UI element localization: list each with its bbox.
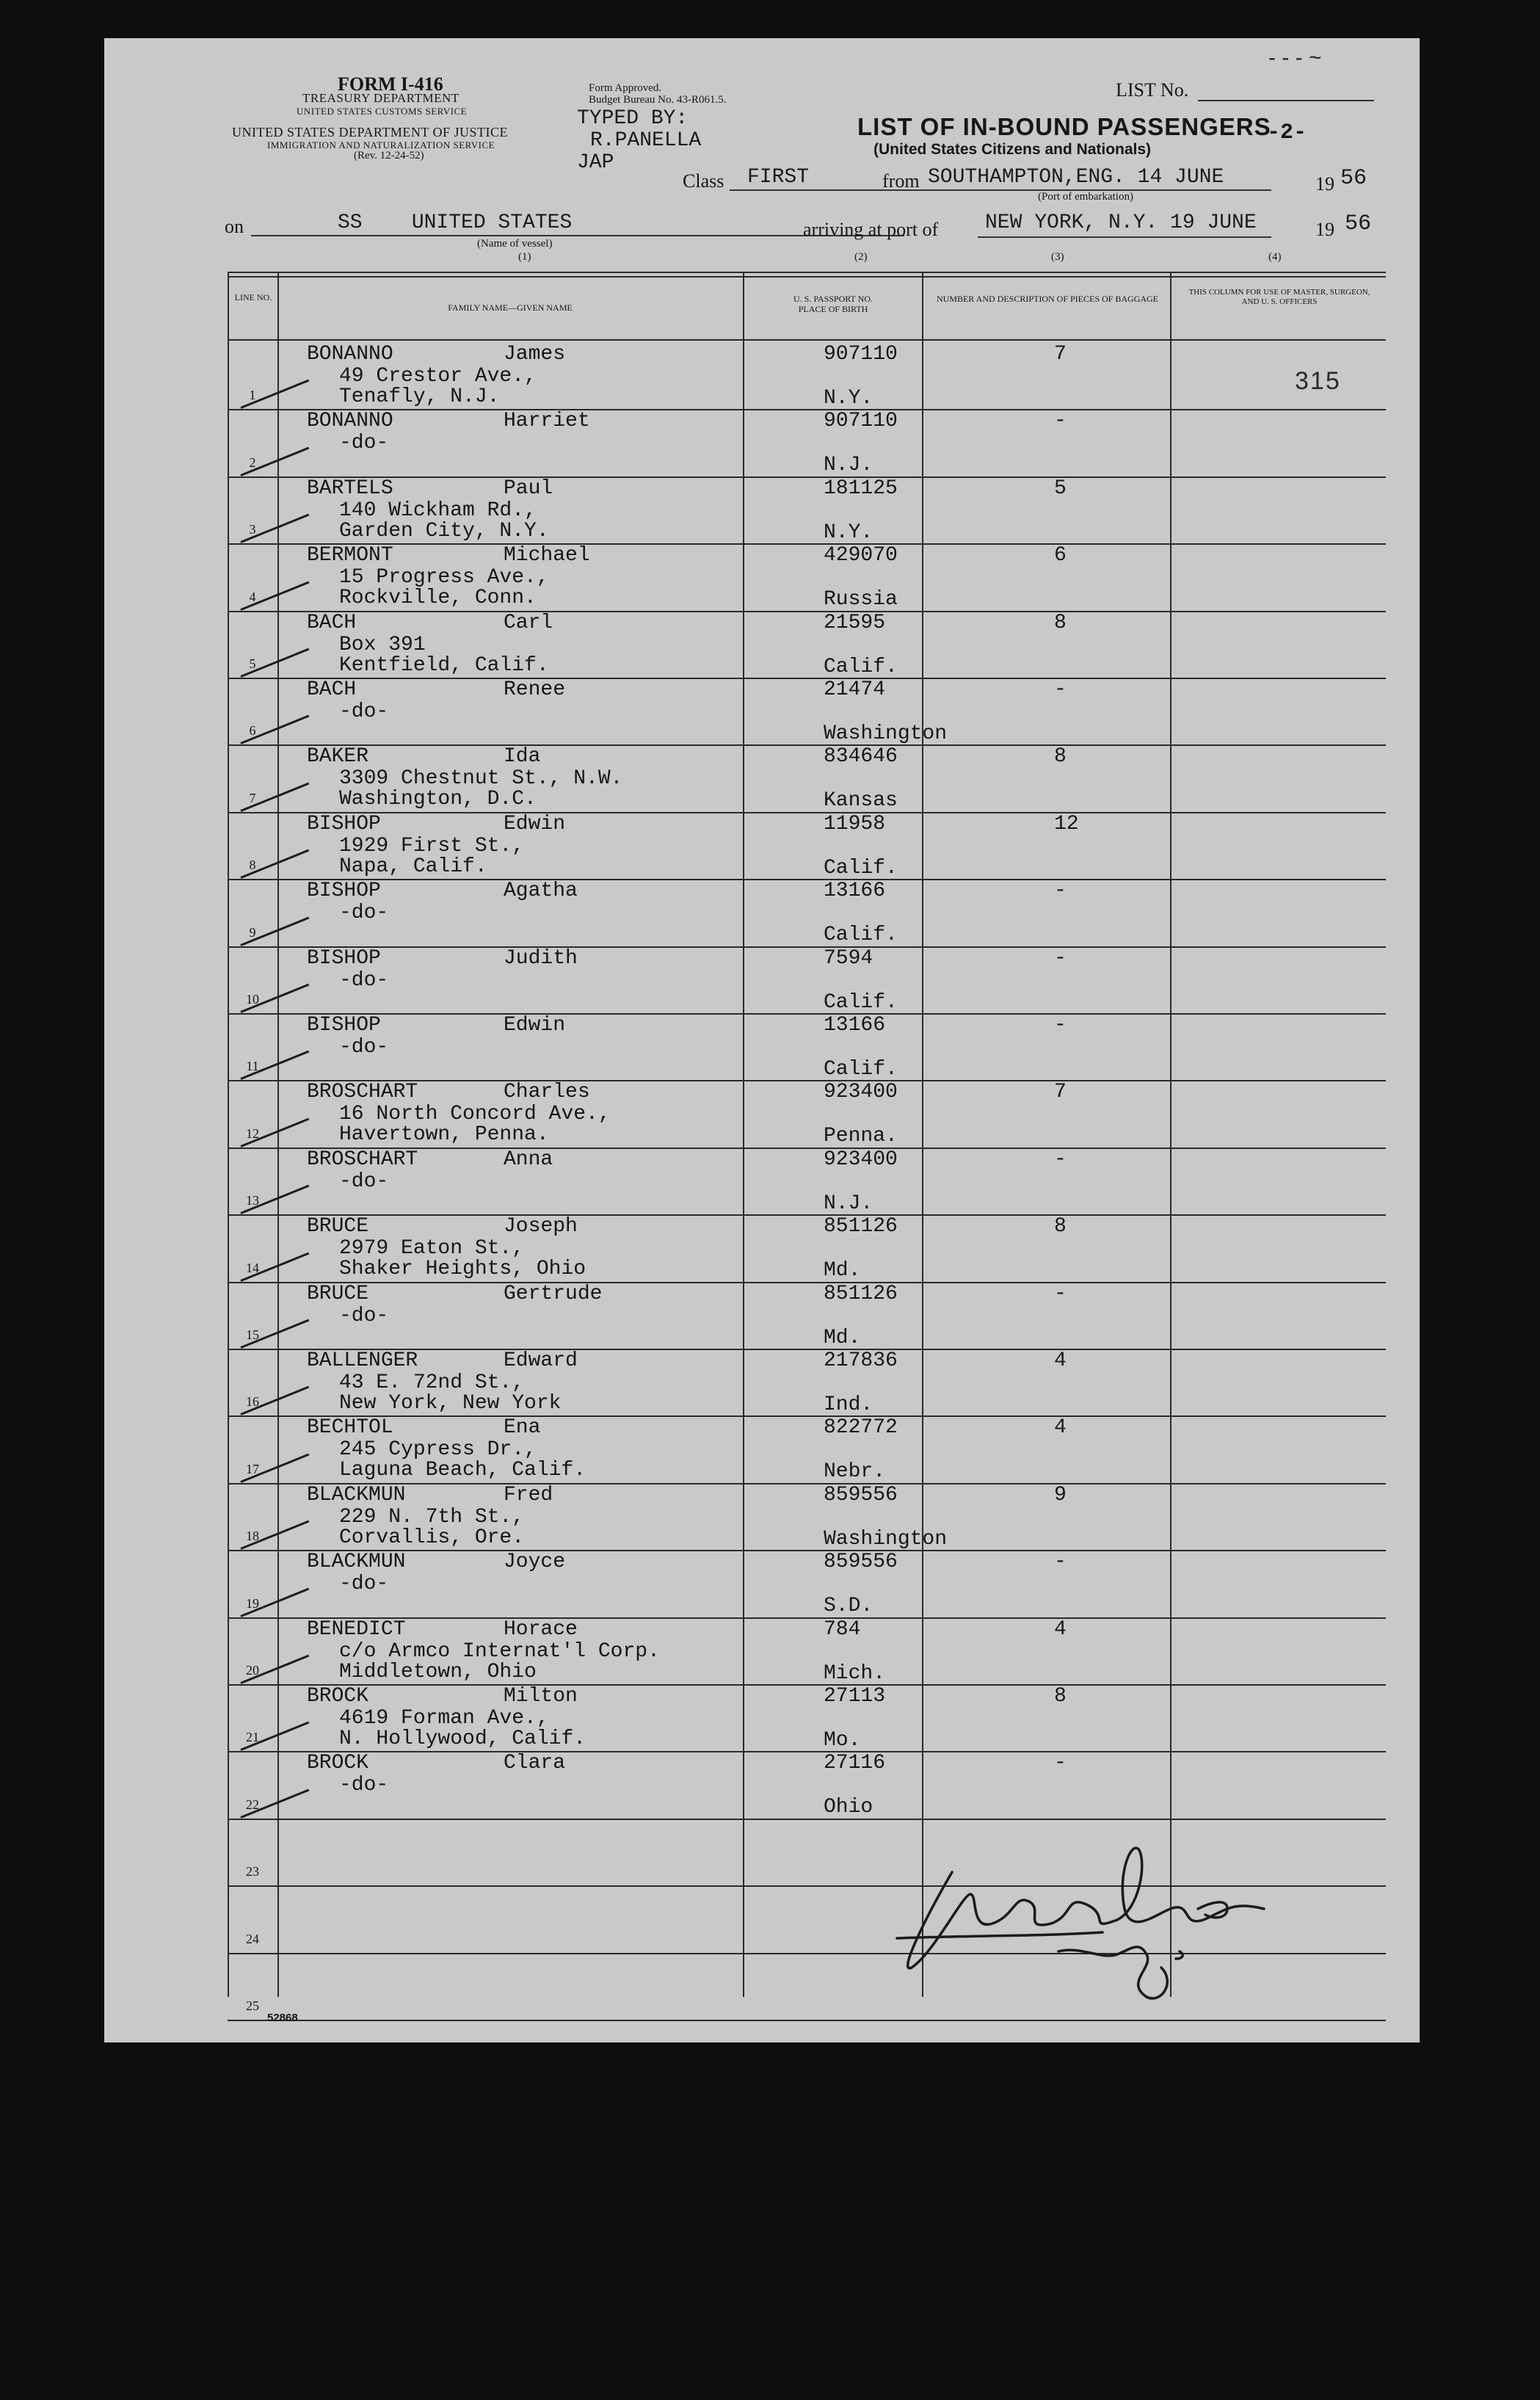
baggage-count: 4	[1054, 1617, 1067, 1641]
list-subtitle: (United States Citizens and Nationals)	[873, 141, 1152, 158]
baggage-count: -	[1054, 1014, 1067, 1037]
address-line-2: Corvallis, Ore.	[339, 1526, 525, 1549]
family-name: BACH	[307, 611, 357, 634]
on-label: on	[225, 216, 244, 237]
place-of-birth: Kansas	[824, 789, 898, 813]
given-name: Charles	[504, 1081, 590, 1104]
baggage-count: -	[1054, 880, 1067, 903]
given-name: Paul	[504, 476, 553, 500]
justice-dept: UNITED STATES DEPARTMENT OF JUSTICE	[232, 125, 509, 139]
given-name: Horace	[504, 1617, 578, 1641]
baggage-count: -	[1054, 1551, 1067, 1574]
given-name: Fred	[504, 1483, 553, 1507]
page-marker: -2-	[1267, 120, 1307, 145]
table-row	[228, 611, 1386, 678]
inspector-signature	[882, 1762, 1293, 2012]
passport-number: 859556	[824, 1483, 898, 1507]
address-line-1: 49 Crestor Ave.,	[339, 365, 537, 388]
place-of-birth: N.J.	[824, 454, 873, 477]
family-name: BISHOP	[307, 880, 381, 903]
family-name: BONANNO	[307, 410, 393, 433]
family-name: BONANNO	[307, 343, 393, 366]
family-name: BISHOP	[307, 946, 381, 970]
passport-number: 11958	[824, 812, 886, 835]
address-line-2: Laguna Beach, Calif.	[339, 1459, 586, 1482]
passport-number: 27113	[824, 1685, 886, 1708]
passport-number: 429070	[824, 544, 898, 568]
customs-service: UNITED STATES CUSTOMS SERVICE	[297, 106, 468, 117]
address-line-1: -do-	[339, 1573, 389, 1596]
line-number: 18	[246, 1529, 259, 1544]
table-row	[228, 476, 1386, 543]
typed-by-label: TYPED BY:	[577, 107, 689, 130]
place-of-birth: N.Y.	[824, 521, 873, 544]
table-row	[228, 879, 1386, 946]
family-name: BLACKMUN	[307, 1551, 406, 1574]
line-number: 19	[246, 1595, 259, 1611]
table-row	[228, 812, 1386, 879]
table-row	[228, 1684, 1386, 1751]
place-of-birth: Washington	[824, 722, 948, 745]
passport-number: 181125	[824, 476, 898, 500]
baggage-count: 4	[1054, 1416, 1067, 1440]
address-line-1: -do-	[339, 1170, 389, 1193]
given-name: Agatha	[504, 880, 578, 903]
passport-number: 217836	[824, 1349, 898, 1372]
passport-number: 21595	[824, 611, 886, 634]
line-number: 12	[246, 1125, 259, 1141]
baggage-count: 8	[1054, 611, 1067, 634]
table-row	[228, 543, 1386, 610]
line-number: 10	[246, 991, 259, 1007]
table-row	[228, 744, 1386, 811]
line-number: 23	[246, 1864, 259, 1879]
col4-number: (4)	[1268, 251, 1282, 263]
table-row	[228, 946, 1386, 1013]
class-label: Class	[683, 170, 724, 192]
table-top-border	[228, 272, 1386, 273]
line-number: 6	[249, 723, 256, 739]
list-title: LIST OF IN-BOUND PASSENGERS	[857, 113, 1271, 140]
baggage-count: 8	[1054, 745, 1067, 769]
col3-number: (3)	[1051, 251, 1064, 263]
line-number: 22	[246, 1797, 259, 1812]
table-row	[228, 1550, 1386, 1617]
given-name: Anna	[504, 1148, 553, 1171]
family-name: BLACKMUN	[307, 1483, 406, 1507]
family-name: BENEDICT	[307, 1617, 406, 1641]
typist-name: R.PANELLA	[590, 129, 702, 152]
family-name: BISHOP	[307, 812, 381, 835]
table-row	[228, 409, 1386, 476]
baggage-count: -	[1054, 1282, 1067, 1305]
table-row	[228, 1013, 1386, 1080]
family-name: BRUCE	[307, 1215, 369, 1239]
line-number: 7	[249, 790, 256, 805]
row-divider	[228, 2020, 1386, 2021]
given-name: Carl	[504, 611, 553, 634]
passport-number: 923400	[824, 1148, 898, 1171]
address-line-2: Washington, D.C.	[339, 788, 537, 811]
address-line-1: -do-	[339, 1036, 389, 1059]
address-line-2: New York, New York	[339, 1392, 562, 1415]
line-number: 1	[249, 388, 256, 403]
form-revision: (Rev. 12-24-52)	[354, 150, 424, 162]
place-of-birth: Calif.	[824, 856, 898, 880]
family-name: BAKER	[307, 745, 369, 769]
place-of-birth: Nebr.	[824, 1460, 886, 1484]
place-of-birth: Ohio	[824, 1796, 873, 1819]
address-line-1: -do-	[339, 700, 389, 723]
form-approved: Form Approved.	[589, 82, 662, 94]
line-number: 4	[249, 589, 256, 604]
line-number: 13	[246, 1193, 259, 1208]
given-name: James	[504, 343, 566, 366]
table-row	[228, 1282, 1386, 1349]
baggage-count: -	[1054, 678, 1067, 701]
address-line-2: Middletown, Ohio	[339, 1660, 537, 1683]
family-name: BROSCHART	[307, 1148, 418, 1171]
col-header-passport: U. S. PASSPORT NO. PLACE OF BIRTH	[793, 294, 873, 314]
baggage-count: 5	[1054, 476, 1067, 500]
passport-number: 851126	[824, 1215, 898, 1239]
address-line-1: 16 North Concord Ave.,	[339, 1103, 611, 1126]
address-line-1: -do-	[339, 902, 389, 925]
address-line-1: 15 Progress Ave.,	[339, 566, 549, 590]
table-row	[228, 1214, 1386, 1281]
line-number: 25	[246, 1998, 259, 2013]
baggage-count: -	[1054, 1752, 1067, 1775]
address-line-2: Napa, Calif.	[339, 855, 487, 878]
address-line-1: -do-	[339, 968, 389, 992]
arrival-line	[978, 236, 1271, 238]
baggage-count: -	[1054, 946, 1067, 970]
passenger-table	[228, 272, 1386, 2013]
address-line-1: -do-	[339, 432, 389, 455]
table-row	[228, 678, 1386, 744]
address-line-1: 1929 First St.,	[339, 834, 525, 858]
line-number: 9	[249, 924, 256, 940]
col-header-name: FAMILY NAME—GIVEN NAME	[448, 302, 573, 313]
col1-number: (1)	[518, 251, 531, 263]
family-name: BISHOP	[307, 1014, 381, 1037]
line-number: 16	[246, 1394, 259, 1410]
list-no-label: LIST No.	[1116, 79, 1189, 101]
address-line-1: 2979 Eaton St.,	[339, 1237, 525, 1261]
table-row	[228, 1349, 1386, 1415]
line-number: 2	[249, 454, 256, 470]
address-line-2: Tenafly, N.J.	[339, 385, 500, 408]
given-name: Edwin	[504, 812, 566, 835]
family-name: BARTELS	[307, 476, 393, 500]
place-of-birth: Mich.	[824, 1661, 886, 1685]
year-1: 56	[1340, 166, 1368, 191]
line-number: 20	[246, 1662, 259, 1678]
family-name: BROCK	[307, 1685, 369, 1708]
given-name: Edward	[504, 1349, 578, 1372]
passport-number: 7594	[824, 946, 873, 970]
col-header-baggage: NUMBER AND DESCRIPTION OF PIECES OF BAGGAGE	[936, 294, 1159, 304]
place-of-birth: Calif.	[824, 990, 898, 1014]
baggage-count: -	[1054, 1148, 1067, 1171]
given-name: Renee	[504, 678, 566, 701]
passport-number: 859556	[824, 1551, 898, 1574]
passport-number: 13166	[824, 1014, 886, 1037]
family-name: BALLENGER	[307, 1349, 418, 1372]
line-number: 3	[249, 522, 256, 537]
given-name: Judith	[504, 946, 578, 970]
family-name: BACH	[307, 678, 357, 701]
given-name: Michael	[504, 544, 590, 568]
given-name: Joyce	[504, 1551, 566, 1574]
place-of-birth: Calif.	[824, 924, 898, 947]
form-number: FORM I-416	[338, 73, 443, 95]
family-name: BRUCE	[307, 1282, 369, 1305]
line-number: 5	[249, 656, 256, 671]
baggage-count: -	[1054, 410, 1067, 433]
year-prefix-1: 19	[1315, 173, 1334, 195]
baggage-count: 4	[1054, 1349, 1067, 1372]
address-line-1: 43 E. 72nd St.,	[339, 1371, 525, 1394]
baggage-count: 7	[1054, 1081, 1067, 1104]
address-line-1: c/o Armco Internat'l Corp.	[339, 1639, 660, 1663]
table-row	[228, 1483, 1386, 1550]
header-bottom-line	[228, 339, 1386, 341]
arrival-port: NEW YORK, N.Y. 19 JUNE	[985, 211, 1257, 234]
top-right-mark: - - - ~	[1268, 46, 1322, 70]
address-line-2: N. Hollywood, Calif.	[339, 1728, 586, 1750]
baggage-count: 8	[1054, 1215, 1067, 1239]
col-header-officers: THIS COLUMN FOR USE OF MASTER, SURGEON, AND U. S. OFFICERS	[1188, 288, 1370, 306]
place-of-birth: S.D.	[824, 1595, 873, 1618]
address-line-1: 245 Cypress Dr.,	[339, 1438, 537, 1462]
manifest-page	[104, 38, 1420, 2042]
vessel-caption: (Name of vessel)	[477, 238, 553, 250]
place-of-birth: Md.	[824, 1259, 861, 1283]
baggage-count: 8	[1054, 1685, 1067, 1708]
given-name: Harriet	[504, 410, 590, 433]
footer-code: 52868	[267, 2012, 298, 2024]
table-row	[228, 342, 1386, 409]
year-prefix-2: 19	[1315, 219, 1334, 240]
given-name: Ena	[504, 1416, 541, 1440]
place-of-birth: Md.	[824, 1326, 861, 1349]
treasury-dept: TREASURY DEPARTMENT	[302, 91, 460, 105]
col2-number: (2)	[854, 251, 868, 263]
given-name: Gertrude	[504, 1282, 603, 1305]
place-of-birth: Russia	[824, 588, 898, 612]
arriving-label: arriving at port of	[803, 219, 939, 240]
place-of-birth: Washington	[824, 1527, 948, 1551]
passport-number: 907110	[824, 343, 898, 366]
officer-stamp-number: 315	[1295, 367, 1341, 395]
passport-number: 27116	[824, 1752, 886, 1775]
given-name: Clara	[504, 1752, 566, 1775]
embarkation-port: SOUTHAMPTON,ENG. 14 JUNE	[928, 166, 1224, 189]
place-of-birth: Calif.	[824, 1058, 898, 1081]
from-label: from	[882, 170, 920, 192]
given-name: Milton	[504, 1685, 578, 1708]
passport-number: 923400	[824, 1081, 898, 1104]
address-line-1: 229 N. 7th St.,	[339, 1505, 525, 1529]
address-line-1: 4619 Forman Ave.,	[339, 1707, 549, 1730]
table-row	[228, 1148, 1386, 1214]
line-number: 21	[246, 1730, 259, 1745]
passport-number: 21474	[824, 678, 886, 701]
given-name: Ida	[504, 745, 541, 769]
place-of-birth: Mo.	[824, 1729, 861, 1752]
place-of-birth: N.J.	[824, 1192, 873, 1215]
address-line-2: Rockville, Conn.	[339, 587, 537, 610]
baggage-count: 12	[1054, 812, 1079, 835]
immigration-service: IMMIGRATION AND NATURALIZATION SERVICE	[267, 139, 495, 151]
line-number: 24	[246, 1931, 259, 1946]
line-number: 14	[246, 1260, 259, 1275]
address-line-2: Garden City, N.Y.	[339, 519, 549, 543]
address-line-2: Kentfield, Calif.	[339, 653, 549, 677]
address-line-1: 140 Wickham Rd.,	[339, 499, 537, 522]
passport-number: 907110	[824, 410, 898, 433]
baggage-count: 6	[1054, 544, 1067, 568]
passport-number: 851126	[824, 1282, 898, 1305]
passport-number: 784	[824, 1617, 861, 1641]
address-line-1: -do-	[339, 1774, 389, 1797]
given-name: Edwin	[504, 1014, 566, 1037]
line-number: 15	[246, 1327, 259, 1342]
family-name: BROCK	[307, 1752, 369, 1775]
baggage-count: 9	[1054, 1483, 1067, 1507]
place-of-birth: Ind.	[824, 1393, 873, 1416]
line-number: 17	[246, 1461, 259, 1476]
line-number: 8	[249, 858, 256, 873]
port-caption: (Port of embarkation)	[1038, 191, 1133, 203]
passport-number: 834646	[824, 745, 898, 769]
passport-number: 822772	[824, 1416, 898, 1440]
budget-bureau: Budget Bureau No. 43-R061.5.	[589, 94, 727, 106]
col-header-line: LINE NO.	[234, 292, 272, 302]
address-line-1: 3309 Chestnut St., N.W.	[339, 767, 623, 791]
class-value: FIRST	[747, 166, 810, 189]
place-of-birth: N.Y.	[824, 387, 873, 410]
given-name: Joseph	[504, 1215, 578, 1239]
table-row	[228, 1080, 1386, 1147]
table-row	[228, 1617, 1386, 1684]
address-line-1: Box 391	[339, 633, 426, 656]
vessel-name: SS UNITED STATES	[338, 211, 573, 234]
place-of-birth: Penna.	[824, 1125, 898, 1148]
list-no-line	[1198, 100, 1374, 101]
family-name: BECHTOL	[307, 1416, 393, 1440]
family-name: BROSCHART	[307, 1081, 418, 1104]
address-line-1: -do-	[339, 1304, 389, 1327]
family-name: BERMONT	[307, 544, 393, 568]
baggage-count: 7	[1054, 343, 1067, 366]
address-line-2: Havertown, Penna.	[339, 1123, 549, 1147]
line-number: 11	[246, 1059, 259, 1074]
passport-number: 13166	[824, 880, 886, 903]
table-top-border-2	[228, 276, 1386, 278]
table-row	[228, 1415, 1386, 1482]
typist-initials: JAP	[577, 151, 614, 174]
address-line-2: Shaker Heights, Ohio	[339, 1258, 586, 1281]
place-of-birth: Calif.	[824, 655, 898, 678]
year-2: 56	[1345, 211, 1372, 236]
